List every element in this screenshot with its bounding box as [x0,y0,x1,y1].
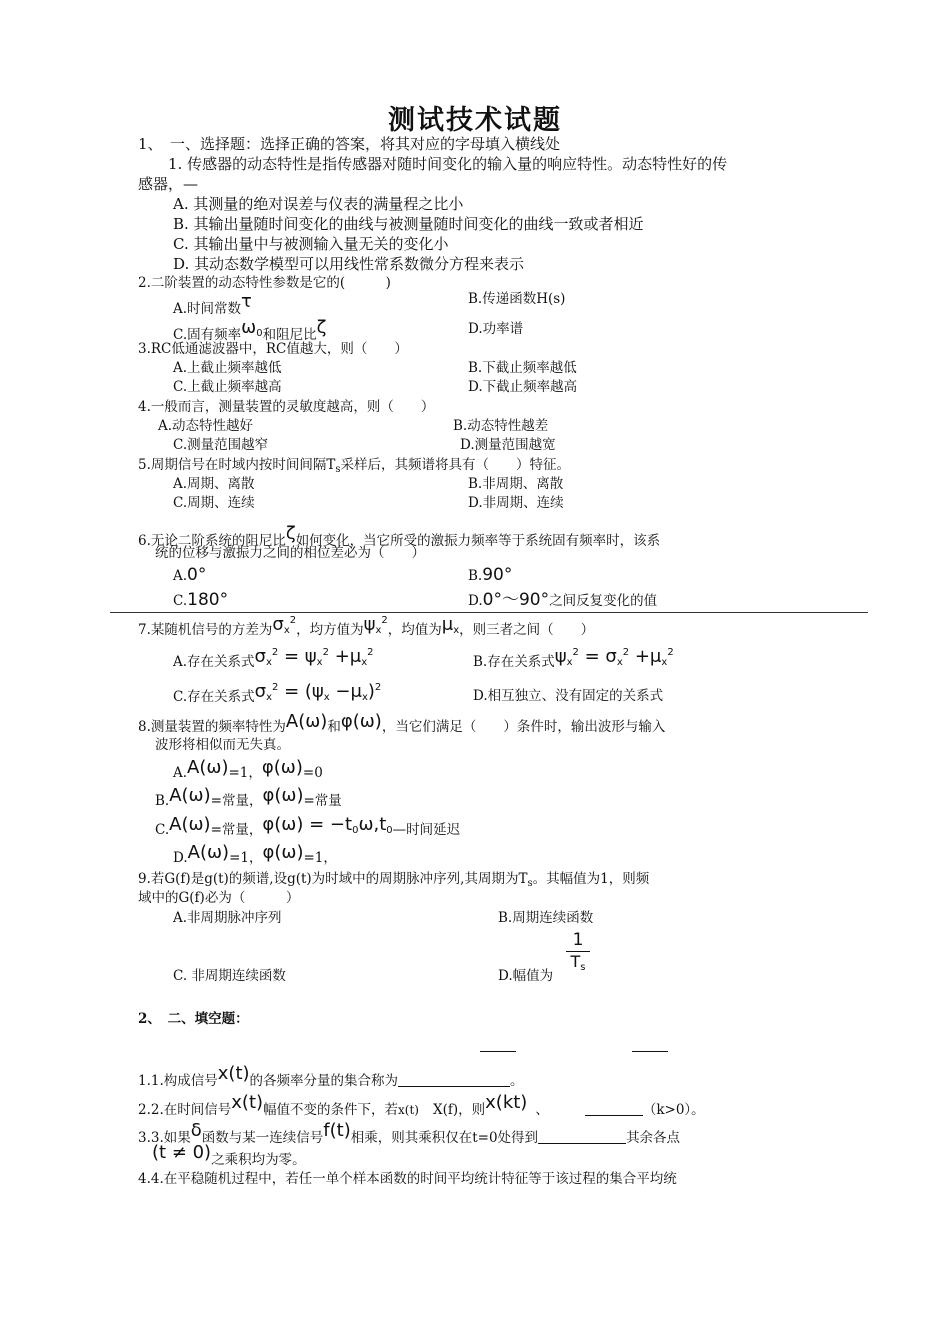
q5-option-b: B.非周期、离散 [468,476,564,492]
t-neq-0: (t ≠ 0) [152,1142,212,1163]
q8-option-c-formula: = $-t_0\omega,t_0$ [303,814,393,836]
q7-option-b [473,647,674,670]
fraction-denominator-t: T [570,952,581,971]
q9-stem-line2: 域中的G(f)必为（ ） [138,890,300,906]
phi-omega: φ(ω) [340,711,382,732]
fill-q3-blank[interactable] [538,1129,626,1144]
q2-option-c [173,318,326,343]
q8-option-b-const-end: =常量 [303,793,342,809]
q8-stem-b: 和 [327,719,341,735]
fill-q3-line2 [152,1143,306,1168]
fill-q3-e: 之乘积均为零。 [211,1152,306,1168]
q6-option-d-value: 0°～90° [482,590,550,610]
fraction-denominator [566,952,590,978]
q8-stem [138,712,665,735]
q2-option-b: B.传递函数H(s) [468,291,566,307]
q6-option-a-label: A. [173,568,188,584]
fill-q2-xf: X(f)，则 [432,1102,486,1118]
q7-option-d: D.相互独立、没有固定的关系式 [473,688,664,704]
q9-stem-line1 [138,872,649,889]
q7-stem-b: ，均方值为 [296,622,364,638]
q6-option-d-tail: 之间反复变化的值 [549,593,658,609]
sigma-x-squared: $\sigma_x^2$ [272,614,297,636]
fill-q3-a: 3.3.如果 [138,1130,191,1146]
q7-option-b-text: B.存在关系式 [473,654,555,670]
fill-q2 [138,1093,705,1118]
q8-option-d [173,843,337,866]
q7-option-c-formula: $\sigma_x^2 = (\psi_x -\mu_x)^2$ [254,681,382,703]
fill-q4: 4.4.在平稳随机过程中，若任一单个样本函数的时间平均统计特征等于该过程的集合平均统 [138,1171,677,1187]
q6-stem-b: 如何变化，当它所受的激振力频率等于系统固有频率时，该系 [295,533,661,549]
q4-option-b: B.动态特性越差 [453,418,549,434]
horizontal-rule [110,612,868,613]
q9-stem-text: 9.若G(f)是g(t)的频谱,设g(t)为时域中的周期脉冲序列,其周期为T [138,871,528,887]
q8-option-a [173,758,323,781]
q1-stem-line1: 1. 传感器的动态特性是指传感器对随时间变化的输入量的响应特性。动态特性好的传 [168,155,728,173]
overline-decoration [632,1051,668,1052]
q7-stem-d: ，则三者之间（ ） [459,622,595,638]
q7-stem [138,615,594,638]
fill-q3-d: 其余各点 [626,1130,681,1146]
q7-option-c [173,682,381,705]
q5-option-a: A.周期、离散 [173,476,255,492]
q7-option-c-text: C.存在关系式 [173,689,255,705]
a-omega: A(ω) [187,842,230,863]
a-omega: A(ω) [169,814,211,835]
q8-stem-c: ，当它们满足（ ）条件时，输出波形与输入 [381,719,666,735]
q3-stem: 3.RC低通滤波器中，RC值越大，则（ ） [138,341,408,357]
fill-q2-blank[interactable] [585,1101,643,1116]
x-t: x(t) [217,1063,250,1084]
q6-option-b-value: 90° [482,565,513,585]
q8-option-d-eq1: =1， [229,850,263,866]
q3-option-b: B.下截止频率越低 [468,360,577,376]
q8-stem-a: 8.测量装置的频率特性为 [138,719,286,735]
q5-stem-end: 采样后，其频谱将具有（ ）特征。 [340,457,571,473]
q7-option-b-formula: $\psi_x^2 = \sigma_x^2 +\mu_x^2$ [554,646,674,668]
q4-option-d: D.测量范围越宽 [460,437,556,453]
phi-omega: φ(ω) [261,757,303,778]
q1-stem-line2: 感器，— [138,175,199,193]
q8-option-a-eq0: =0 [302,765,323,781]
fill-q3-b: 函数与某一连续信号 [201,1130,324,1146]
fill-q2-a: 2.2.在时间信号 [138,1102,232,1118]
page-title: 测试技术试题 [388,105,562,136]
phi-omega: φ(ω) [262,814,304,835]
q3-option-a: A.上截止频率越低 [173,360,282,376]
fill-q2-xt: x(t) [398,1103,419,1117]
fill-q1-a: 1.1.构成信号 [138,1073,218,1089]
psi-x-squared: $\psi_x^2$ [363,614,388,636]
q7-option-a-formula: $\sigma_x^2 = \psi_x^2 +\mu_x^2$ [254,646,374,668]
delta-symbol: δ [190,1120,202,1141]
phi-omega: φ(ω) [262,785,304,806]
q6-option-a-value: 0° [187,565,207,585]
q8-option-c-const: =常量， [210,822,263,838]
q5-option-c: C.周期、连续 [173,495,255,511]
q9-option-a: A.非周期脉冲序列 [173,910,282,926]
fraction-numerator: 1 [572,930,584,950]
q6-option-a [173,566,206,585]
q5-option-d: D.非周期、连续 [468,495,564,511]
section1-heading: 1、 一、选择题：选择正确的答案，将其对应的字母填入横线处 [138,135,561,153]
q8-option-c-delay: —时间延迟 [392,822,461,838]
q1-option-a: A. 其测量的绝对误差与仪表的满量程之比小 [173,195,464,213]
q6-stem-a: 6.无论二阶系统的阻尼比 [138,533,286,549]
x-kt: x(kt) [485,1092,528,1113]
fill-q2-b: 幅值不变的条件下，若 [263,1102,399,1118]
mu-x: $\mu_x$ [441,614,460,636]
q6-option-c [173,591,228,610]
q2-option-c-mid: 和阻尼比 [262,327,317,343]
q7-option-a-text: A.存在关系式 [173,654,255,670]
q1-option-c: C. 其输出量中与被测输入量无关的变化小 [173,235,449,253]
q3-option-c: C.上截止频率越高 [173,379,282,395]
q4-option-a: A.动态特性越好 [158,418,254,434]
q7-stem-a: 7.某随机信号的方差为 [138,622,273,638]
phi-omega: φ(ω) [262,842,304,863]
q8-option-a-eq1: =1， [228,765,262,781]
q9-option-d: D.幅值为 [498,968,554,984]
a-omega: A(ω) [285,711,328,732]
q6-option-d [468,591,657,610]
q5-stem [138,458,570,475]
fill-q1 [138,1064,524,1089]
q9-stem-end: 。其幅值为1，则频 [532,871,650,887]
q5-stem-sub: s [335,464,341,475]
overline-decoration [480,1051,516,1052]
q4-option-c: C.测量范围越窄 [173,437,269,453]
q7-option-a [173,647,374,670]
q1-option-b: B. 其输出量随时间变化的曲线与被测量随时间变化的曲线一致或者相近 [173,215,644,233]
fill-q2-f: （k>0）。 [642,1102,705,1118]
omega0-symbol: $\omega_0$ [241,317,263,339]
fill-q2-sep: 、 [535,1102,549,1118]
fill-q1-c: 。 [510,1073,524,1089]
zeta-symbol: ζ [316,317,327,338]
zeta-symbol: ζ [285,523,296,544]
q8-option-c-label: C. [155,822,170,838]
q6-option-d-label: D. [468,593,483,609]
q6-stem-line2: 统的位移与激振力之间的相位差必为（ ） [155,545,425,561]
q6-option-c-value: 180° [187,590,229,610]
q2-option-a-text: A.时间常数 [173,301,242,317]
fill-q3-c: 相乘，则其乘积仅在t=0处得到 [350,1130,539,1146]
q8-option-b [155,786,342,809]
q5-stem-text: 5.周期信号在时域内按时间间隔T [138,457,336,473]
q2-option-c-text: C.固有频率 [173,327,242,343]
q8-option-a-label: A. [173,765,188,781]
a-omega: A(ω) [187,757,229,778]
q2-option-a [173,292,252,317]
q6-option-b-label: B. [468,568,483,584]
q6-option-b [468,566,512,585]
q1-option-d: D. 其动态数学模型可以用线性常系数微分方程来表示 [173,255,525,273]
a-omega: A(ω) [169,785,211,806]
section2-heading: 2、 二、填空题： [138,1011,249,1027]
fraction-denominator-sub: s [580,962,586,973]
fill-q1-b: 的各频率分量的集合称为 [249,1073,399,1089]
q8-stem-line2: 波形将相似而无失真。 [155,737,290,753]
q8-option-d-label: D. [173,850,188,866]
q8-option-b-label: B. [155,793,170,809]
q9-option-c: C. 非周期连续函数 [173,968,286,984]
q7-stem-c: ，均值为 [387,622,442,638]
q8-option-d-eq1b: =1， [303,850,337,866]
q9-stem-sub: s [527,878,533,889]
q3-option-d: D.下截止频率越高 [468,379,578,395]
q2-stem: 2.二阶装置的动态特性参数是它的( ) [138,275,391,291]
f-t: f(t) [323,1120,351,1141]
q4-stem: 4.一般而言，测量装置的灵敏度越高，则（ ） [138,399,435,415]
q6-option-c-label: C. [173,593,188,609]
q8-option-c [155,815,460,838]
q8-option-b-const: =常量， [210,793,263,809]
x-t: x(t) [231,1092,264,1113]
tau-symbol: τ [241,291,252,312]
fill-q1-blank[interactable] [398,1072,510,1087]
q9-option-b: B.周期连续函数 [498,910,594,926]
q2-option-d: D.功率谱 [468,321,524,337]
one-over-ts-fraction [566,930,590,978]
